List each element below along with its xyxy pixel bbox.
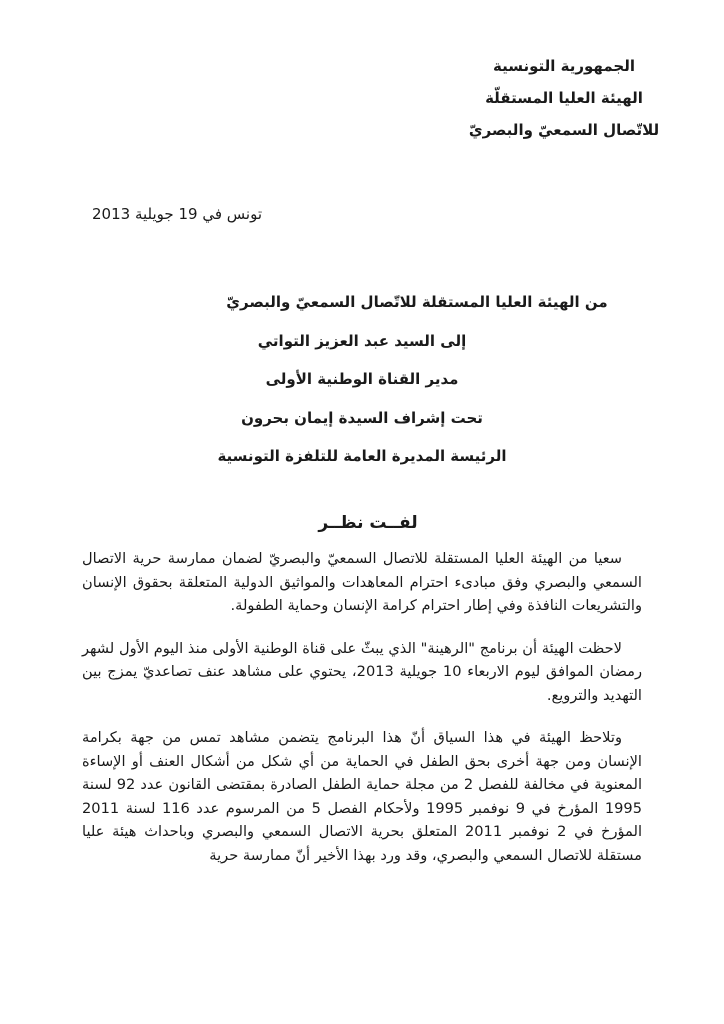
address-to-title: مدير القناة الوطنية الأولى bbox=[265, 370, 459, 388]
letter-subject: لفــت نظــر bbox=[318, 513, 418, 533]
letterhead-authority: الهيئة العليا المستقلّة bbox=[485, 89, 643, 107]
body-paragraph: سعيا من الهيئة العليا المستقلة للاتصال السمعيّ والبصريّ لضمان ممارسة حرية الاتصال السمعي والبصري وفق مبادىء احترام المعاهدات والمواثيق الدولية المتعلقة بحقوق الإنسان والتشريعات النافذة وفي إطار احترام كرامة الإنسان وحماية الطفولة. bbox=[82, 550, 642, 614]
body-paragraph: وتلاحظ الهيئة في هذا السياق أنّ هذا البرنامج يتضمن مشاهد تمس من جهة بكرامة الإنسان ومن جهة أخرى بحق الطفل في الحماية من أي شكل من أشكال العنف أو الإساءة المعنوية في مخالفة للفصل 2 من مجلة حماية الطفل الصادرة بمقتضى القانون عدد 92 لسنة 1995 المؤرخ في 9 نوفمبر 1995 ولأحكام الفصل 5 من المرسوم عدد 116 لسنة 2011 المؤرخ في 2 نوفمبر 2011 المتعلق بحرية الاتصال السمعي والبصري وباحداث هيئة عليا مستقلة للاتصال السمعي والبصري، وقد ورد بهذا الأخير أنّ ممارسة حرية bbox=[82, 729, 642, 864]
address-supervisor-title: الرئيسة المديرة العامة للتلفزة التونسية bbox=[217, 447, 507, 465]
letterhead bbox=[464, 50, 664, 146]
address-block bbox=[0, 283, 724, 476]
letter-date: تونس في 19 جويلية 2013 bbox=[92, 205, 262, 223]
letterhead-country: الجمهورية التونسية bbox=[493, 57, 635, 75]
body-paragraph: لاحظت الهيئة أن برنامج "الرهينة" الذي يبثّ على قناة الوطنية الأولى منذ اليوم الأول لشهر رمضان الموافق ليوم الاربعاء 10 جويلية 2013، يحتوي على مشاهد عنف تصاعديّ يمزج بين التهديد والترويع. bbox=[82, 639, 642, 704]
letter-body bbox=[82, 547, 642, 886]
letterhead-authority-domain: للاتّصال السمعيّ والبصريّ bbox=[468, 121, 660, 139]
address-supervision: تحت إشراف السيدة إيمان بحرون bbox=[241, 408, 483, 427]
address-from: من الهيئة العليا المستقلة للاتّصال السمعيّ والبصريّ bbox=[226, 293, 608, 311]
address-to: إلى السيد عبد العزيز التواتي bbox=[257, 331, 467, 350]
